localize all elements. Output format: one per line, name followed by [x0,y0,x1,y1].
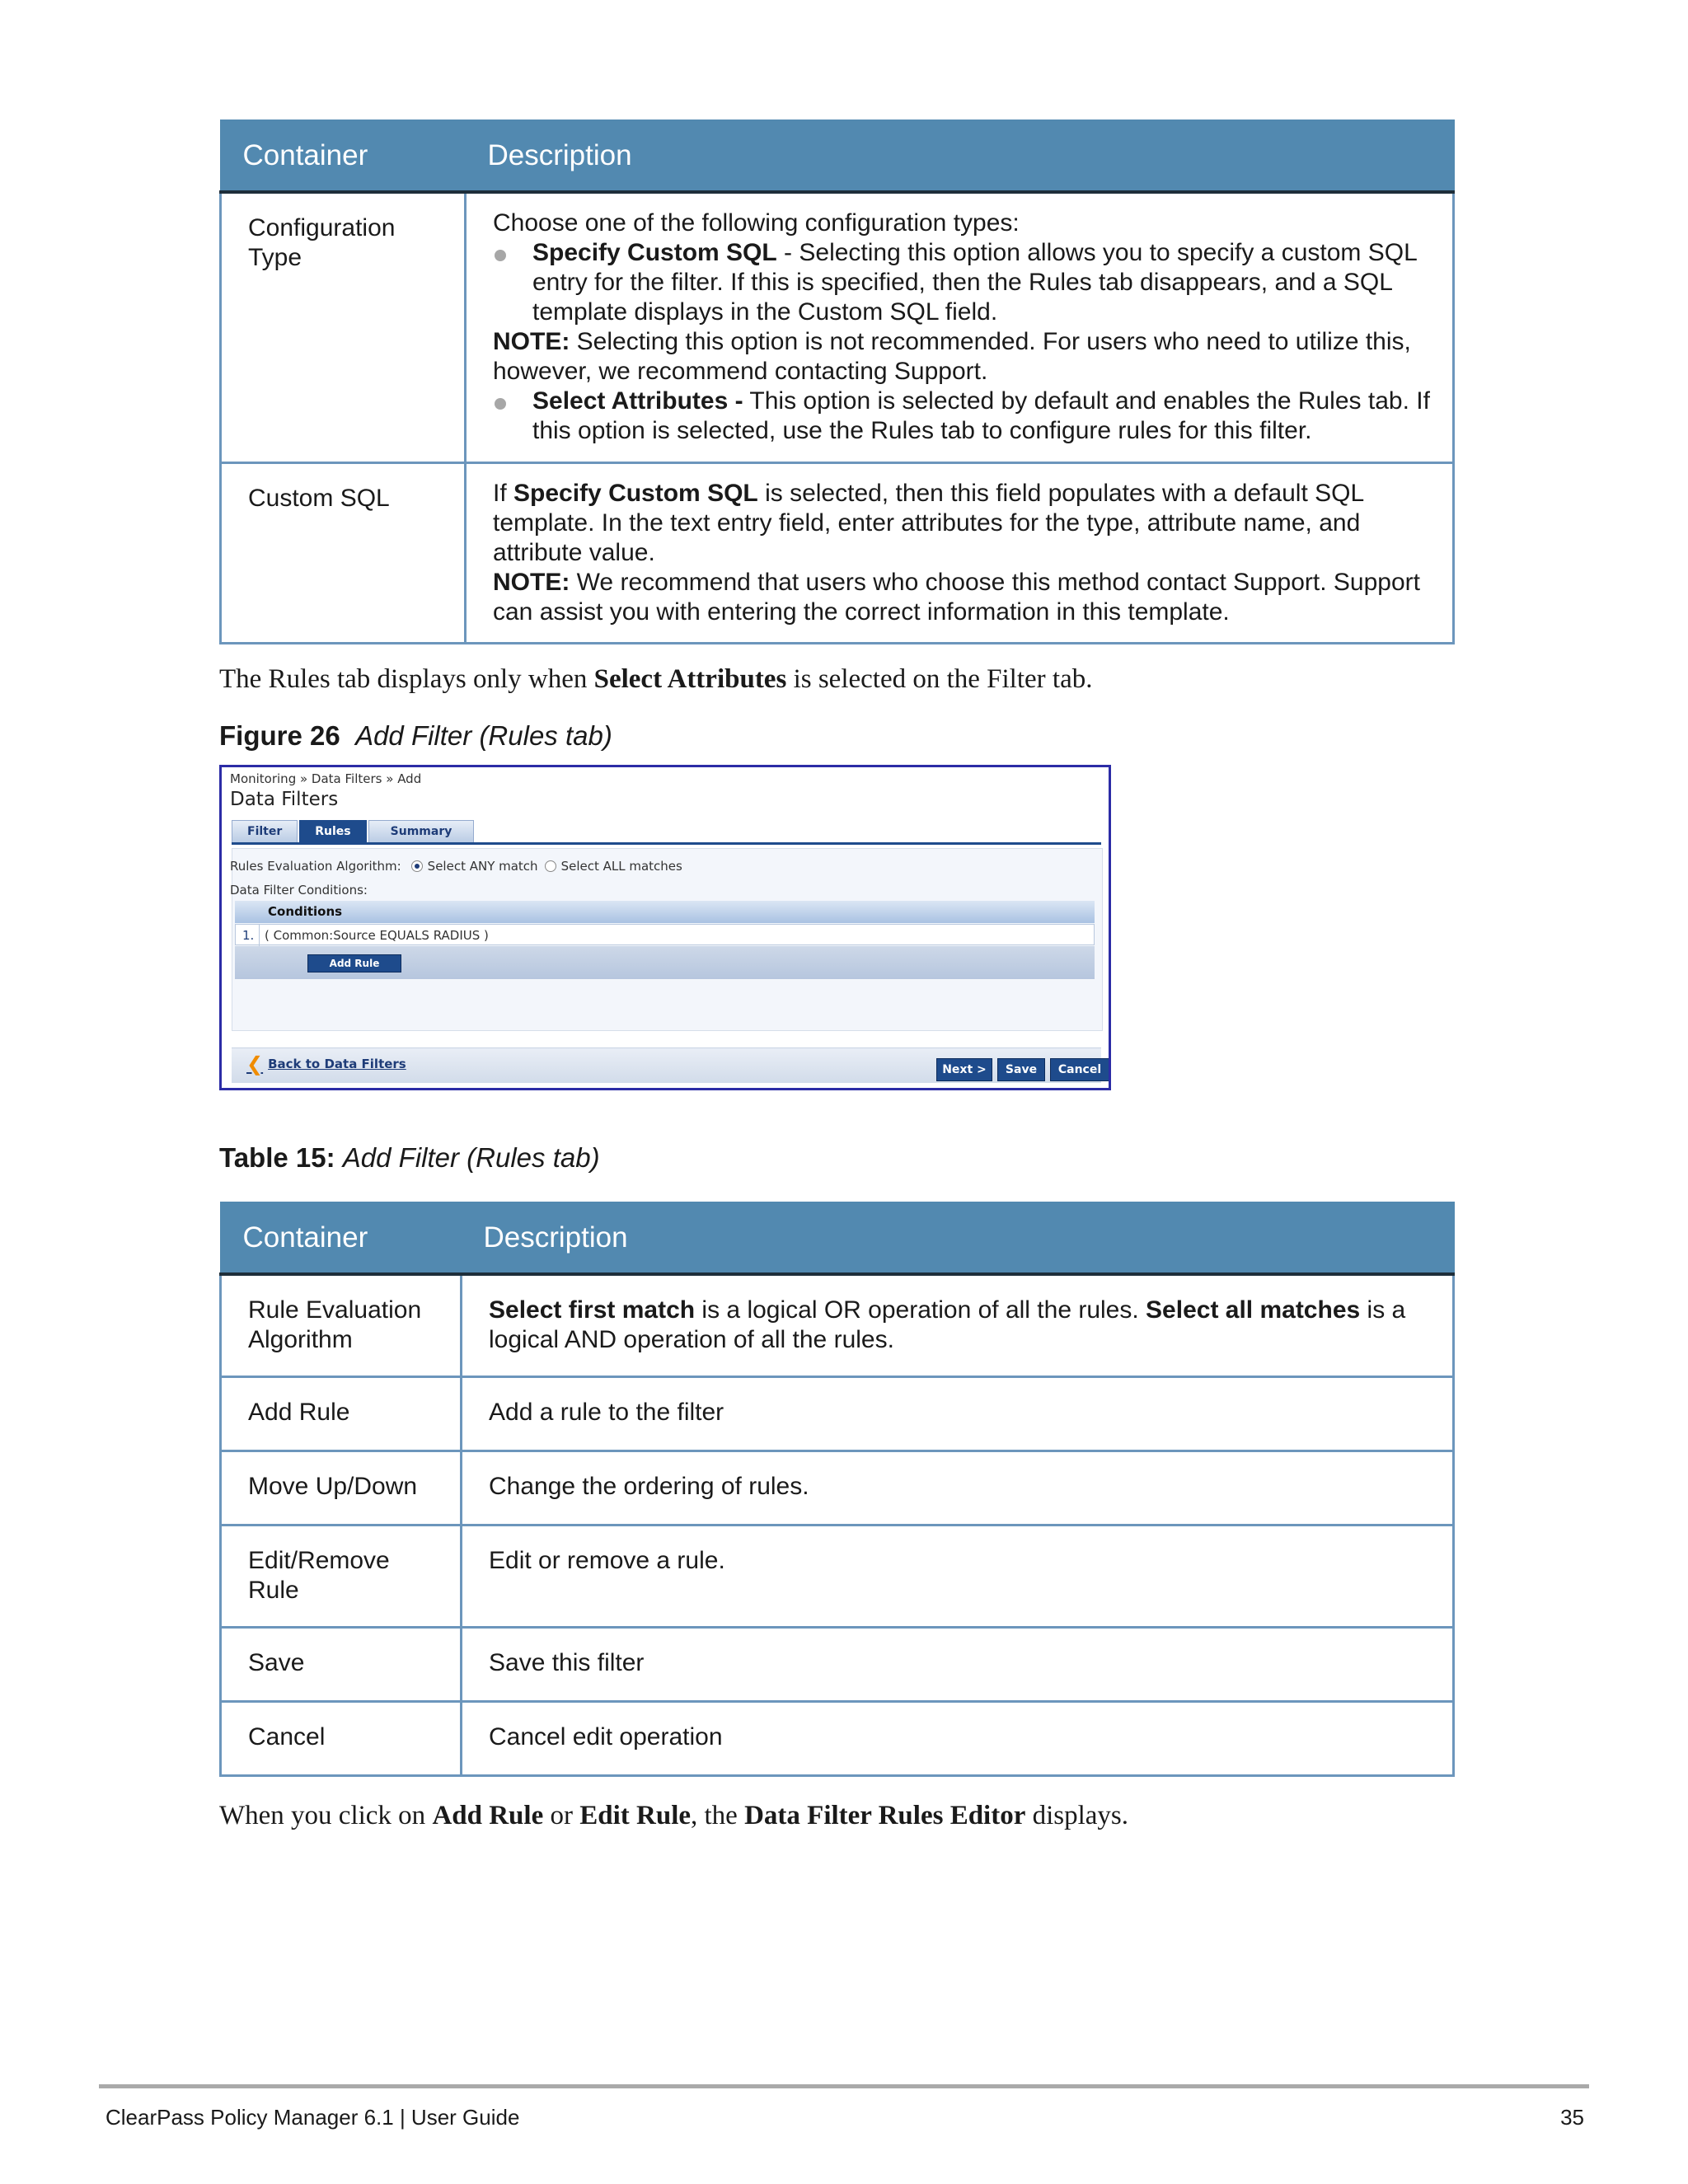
table-row [221,192,1454,462]
container-cell: Save [221,1627,462,1701]
list-item [493,387,1432,446]
option-any-label: Select ANY match [427,859,538,874]
para-text: When you click on [219,1801,433,1830]
description-cell: Add a rule to the filter [462,1376,1454,1451]
para-text: The Rules tab displays only when [219,664,594,694]
rules-table [219,1202,1455,1777]
row-index: 1. [242,928,255,943]
option-all-label: Select ALL matches [560,859,682,874]
table-header-row [221,120,1454,192]
container-cell: Configuration Type [221,192,466,462]
container-cell: Cancel [221,1701,462,1775]
tab-summary[interactable]: Summary [368,820,475,844]
container-cell: Add Rule [221,1376,462,1451]
table-row[interactable] [235,924,1095,945]
conditions-header-label: Conditions [268,904,343,919]
column-header-description: Description [466,120,1454,192]
table-row [221,1627,1454,1701]
description-cell: Save this filter [462,1627,1454,1701]
column-header-container: Container [221,1202,462,1274]
configuration-table [219,120,1455,644]
save-button[interactable]: Save [997,1058,1045,1081]
list-item [493,238,1432,327]
figure-caption [219,720,612,752]
option-name: Specify Custom SQL [532,239,777,266]
note-label: NOTE: [493,328,570,355]
back-to-data-filters-link[interactable] [246,1052,406,1076]
back-link-label: Back to Data Filters [268,1057,406,1071]
table-row [221,1274,1454,1376]
description-text: is a logical OR operation of all the rules. [695,1296,1146,1324]
option-description: - Selecting this option allows you to specify a custom SQL entry for the filter. If this is specified, then the Rules tab disappears, and a SQL template displays in the Custom SQL field. [532,239,1417,326]
description-text: is a logical AND operation of all the rules. [489,1296,1406,1353]
algorithm-label: Rules Evaluation Algorithm: [230,859,401,874]
conditions-header [235,901,1095,923]
note-text [493,568,1432,627]
footer-divider [99,2084,1589,2088]
option-list [493,238,1432,327]
text-prefix: If [493,479,514,507]
column-header-container: Container [221,120,466,192]
intro-text: Choose one of the following configuration types: [493,209,1020,237]
radio-select-all[interactable] [545,860,556,872]
tab-bar [232,820,476,842]
radio-select-any[interactable] [411,860,423,872]
note-body: Selecting this option is not recommended. For users who need to utilize this, however, we recommend contacting Support. [493,328,1411,385]
description-cell: Cancel edit operation [462,1701,1454,1775]
option-name: Select all matches [1146,1296,1361,1324]
container-cell: Move Up/Down [221,1451,462,1525]
add-rule-button[interactable]: Add Rule [307,954,401,972]
para-text: displays. [1025,1801,1129,1830]
table-header-row [221,1202,1454,1274]
conditions-label: Data Filter Conditions: [230,883,368,898]
note-text [493,327,1432,387]
table-row [221,462,1454,643]
container-cell: Rule Evaluation Algorithm [221,1274,462,1376]
add-rule-bar [235,946,1095,979]
container-cell: Custom SQL [221,462,466,643]
option-description: This option is selected by default and enables the Rules tab. If this option is selected, use the Rules tab to configure rules for this filter. [532,387,1430,444]
add-filter-screenshot [219,765,1111,1090]
option-name: Select first match [489,1296,696,1324]
table-row [221,1376,1454,1451]
description-cell [462,1274,1454,1376]
column-header-description: Description [462,1202,1454,1274]
figure-title: Add Filter (Rules tab) [355,720,612,751]
option-name: Specify Custom SQL [513,479,758,507]
para-bold: Data Filter Rules Editor [744,1801,1026,1830]
table-row [221,1701,1454,1775]
para-text: or [543,1801,580,1830]
figure-number: Figure 26 [219,720,340,751]
row-expression: ( Common:Source EQUALS RADIUS ) [259,925,489,946]
para-text: , the [691,1801,745,1830]
cancel-button[interactable]: Cancel [1050,1058,1109,1081]
table-title: Add Filter (Rules tab) [342,1142,600,1173]
container-cell: Edit/Remove Rule [221,1525,462,1627]
para-bold: Add Rule [432,1801,544,1830]
table-caption [219,1142,600,1174]
note-body: We recommend that users who choose this method contact Support. Support can assist you with entering the correct information in this template. [493,568,1420,626]
description-cell: Change the ordering of rules. [462,1451,1454,1525]
page-title: Data Filters [230,789,339,810]
footer-title: ClearPass Policy Manager 6.1 | User Guide [106,2105,520,2130]
tab-underline [232,842,1101,845]
breadcrumb[interactable]: Monitoring » Data Filters » Add [230,771,422,786]
description-cell [466,462,1454,643]
option-name: Select Attributes - [532,387,743,415]
chevron-left-icon: ❮ [246,1052,264,1076]
footer-bar [232,1047,1101,1083]
next-button[interactable]: Next > [936,1058,992,1081]
note-label: NOTE: [493,568,570,596]
algorithm-row [230,859,682,874]
tab-filter[interactable]: Filter [232,820,298,844]
tab-rules[interactable]: Rules [299,820,366,844]
description-text [493,479,1432,568]
option-list [493,387,1432,446]
table-row [221,1451,1454,1525]
text-rest: is selected, then this field populates with a default SQL template. In the text entry field, enter attributes for the type, attribute name, and attribute value. [493,479,1364,566]
page-number: 35 [1560,2105,1584,2130]
para-text: is selected on the Filter tab. [786,664,1093,694]
description-cell: Edit or remove a rule. [462,1525,1454,1627]
table-row [221,1525,1454,1627]
rules-tab-paragraph [219,664,1092,695]
description-cell [466,192,1454,462]
table-number: Table 15: [219,1142,335,1173]
rules-editor-paragraph [219,1801,1128,1831]
para-bold: Select Attributes [593,664,787,694]
para-bold: Edit Rule [579,1801,692,1830]
